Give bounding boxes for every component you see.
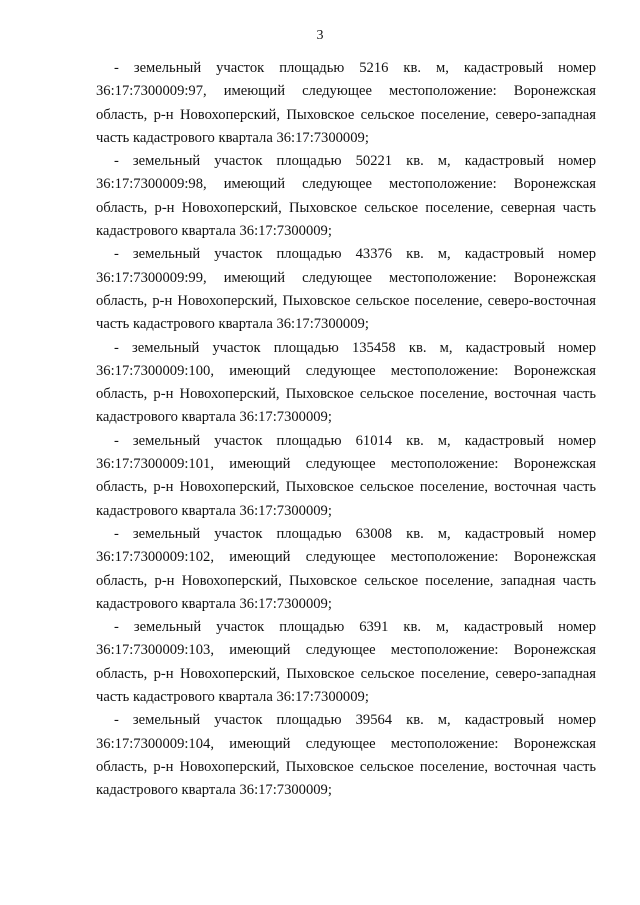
- land-plot-item-103: - земельный участок площадью 6391 кв. м, кадастровый номер 36:17:7300009:103, имеющий следующее местоположение: Воронежская область, р-н Новохоперский, Пыховское сельское поселение, северо-западная часть кадастрового квартала 36:17:7300009;: [96, 619, 596, 706]
- page-number: 3: [316, 28, 324, 43]
- land-plot-item-100: - земельный участок площадью 135458 кв. м, кадастровый номер 36:17:7300009:100, имеющий следующее местоположение: Воронежская область, р-н Новохоперский, Пыховское сельское поселение, восточная часть кадастрового квартала 36:17:7300009;: [96, 339, 596, 426]
- land-plot-item-102: - земельный участок площадью 63008 кв. м, кадастровый номер 36:17:7300009:102, имеющий следующее местоположение: Воронежская область, р-н Новохоперский, Пыховское сельское поселение, западная часть кадастрового квартала 36:17:7300009;: [96, 525, 596, 612]
- land-plot-item-98: - земельный участок площадью 50221 кв. м, кадастровый номер 36:17:7300009:98, имеющий следующее местоположение: Воронежская область, р-н Новохоперский, Пыховское сельское поселение, северная часть кадастрового квартала 36:17:7300009;: [96, 153, 596, 240]
- land-plot-item-97: - земельный участок площадью 5216 кв. м, кадастровый номер 36:17:7300009:97, имеющий следующее местоположение: Воронежская область, р-н Новохоперский, Пыховское сельское поселение, северо-западная часть кадастрового квартала 36:17:7300009;: [96, 60, 596, 146]
- land-plot-item-104: - земельный участок площадью 39564 кв. м, кадастровый номер 36:17:7300009:104, имеющий следующее местоположение: Воронежская область, р-н Новохоперский, Пыховское сельское поселение, восточная часть кадастрового квартала 36:17:7300009;: [96, 712, 596, 799]
- land-plot-item-101: - земельный участок площадью 61014 кв. м, кадастровый номер 36:17:7300009:101, имеющий следующее местоположение: Воронежская область, р-н Новохоперский, Пыховское сельское поселение, восточная часть кадастрового квартала 36:17:7300009;: [96, 432, 596, 519]
- land-plot-item-99: - земельный участок площадью 43376 кв. м, кадастровый номер 36:17:7300009:99, имеющий следующее местоположение: Воронежская область, р-н Новохоперский, Пыховское сельское поселение, северо-восточная часть кадастрового квартала 36:17:7300009;: [96, 246, 596, 333]
- document-body: [96, 57, 596, 803]
